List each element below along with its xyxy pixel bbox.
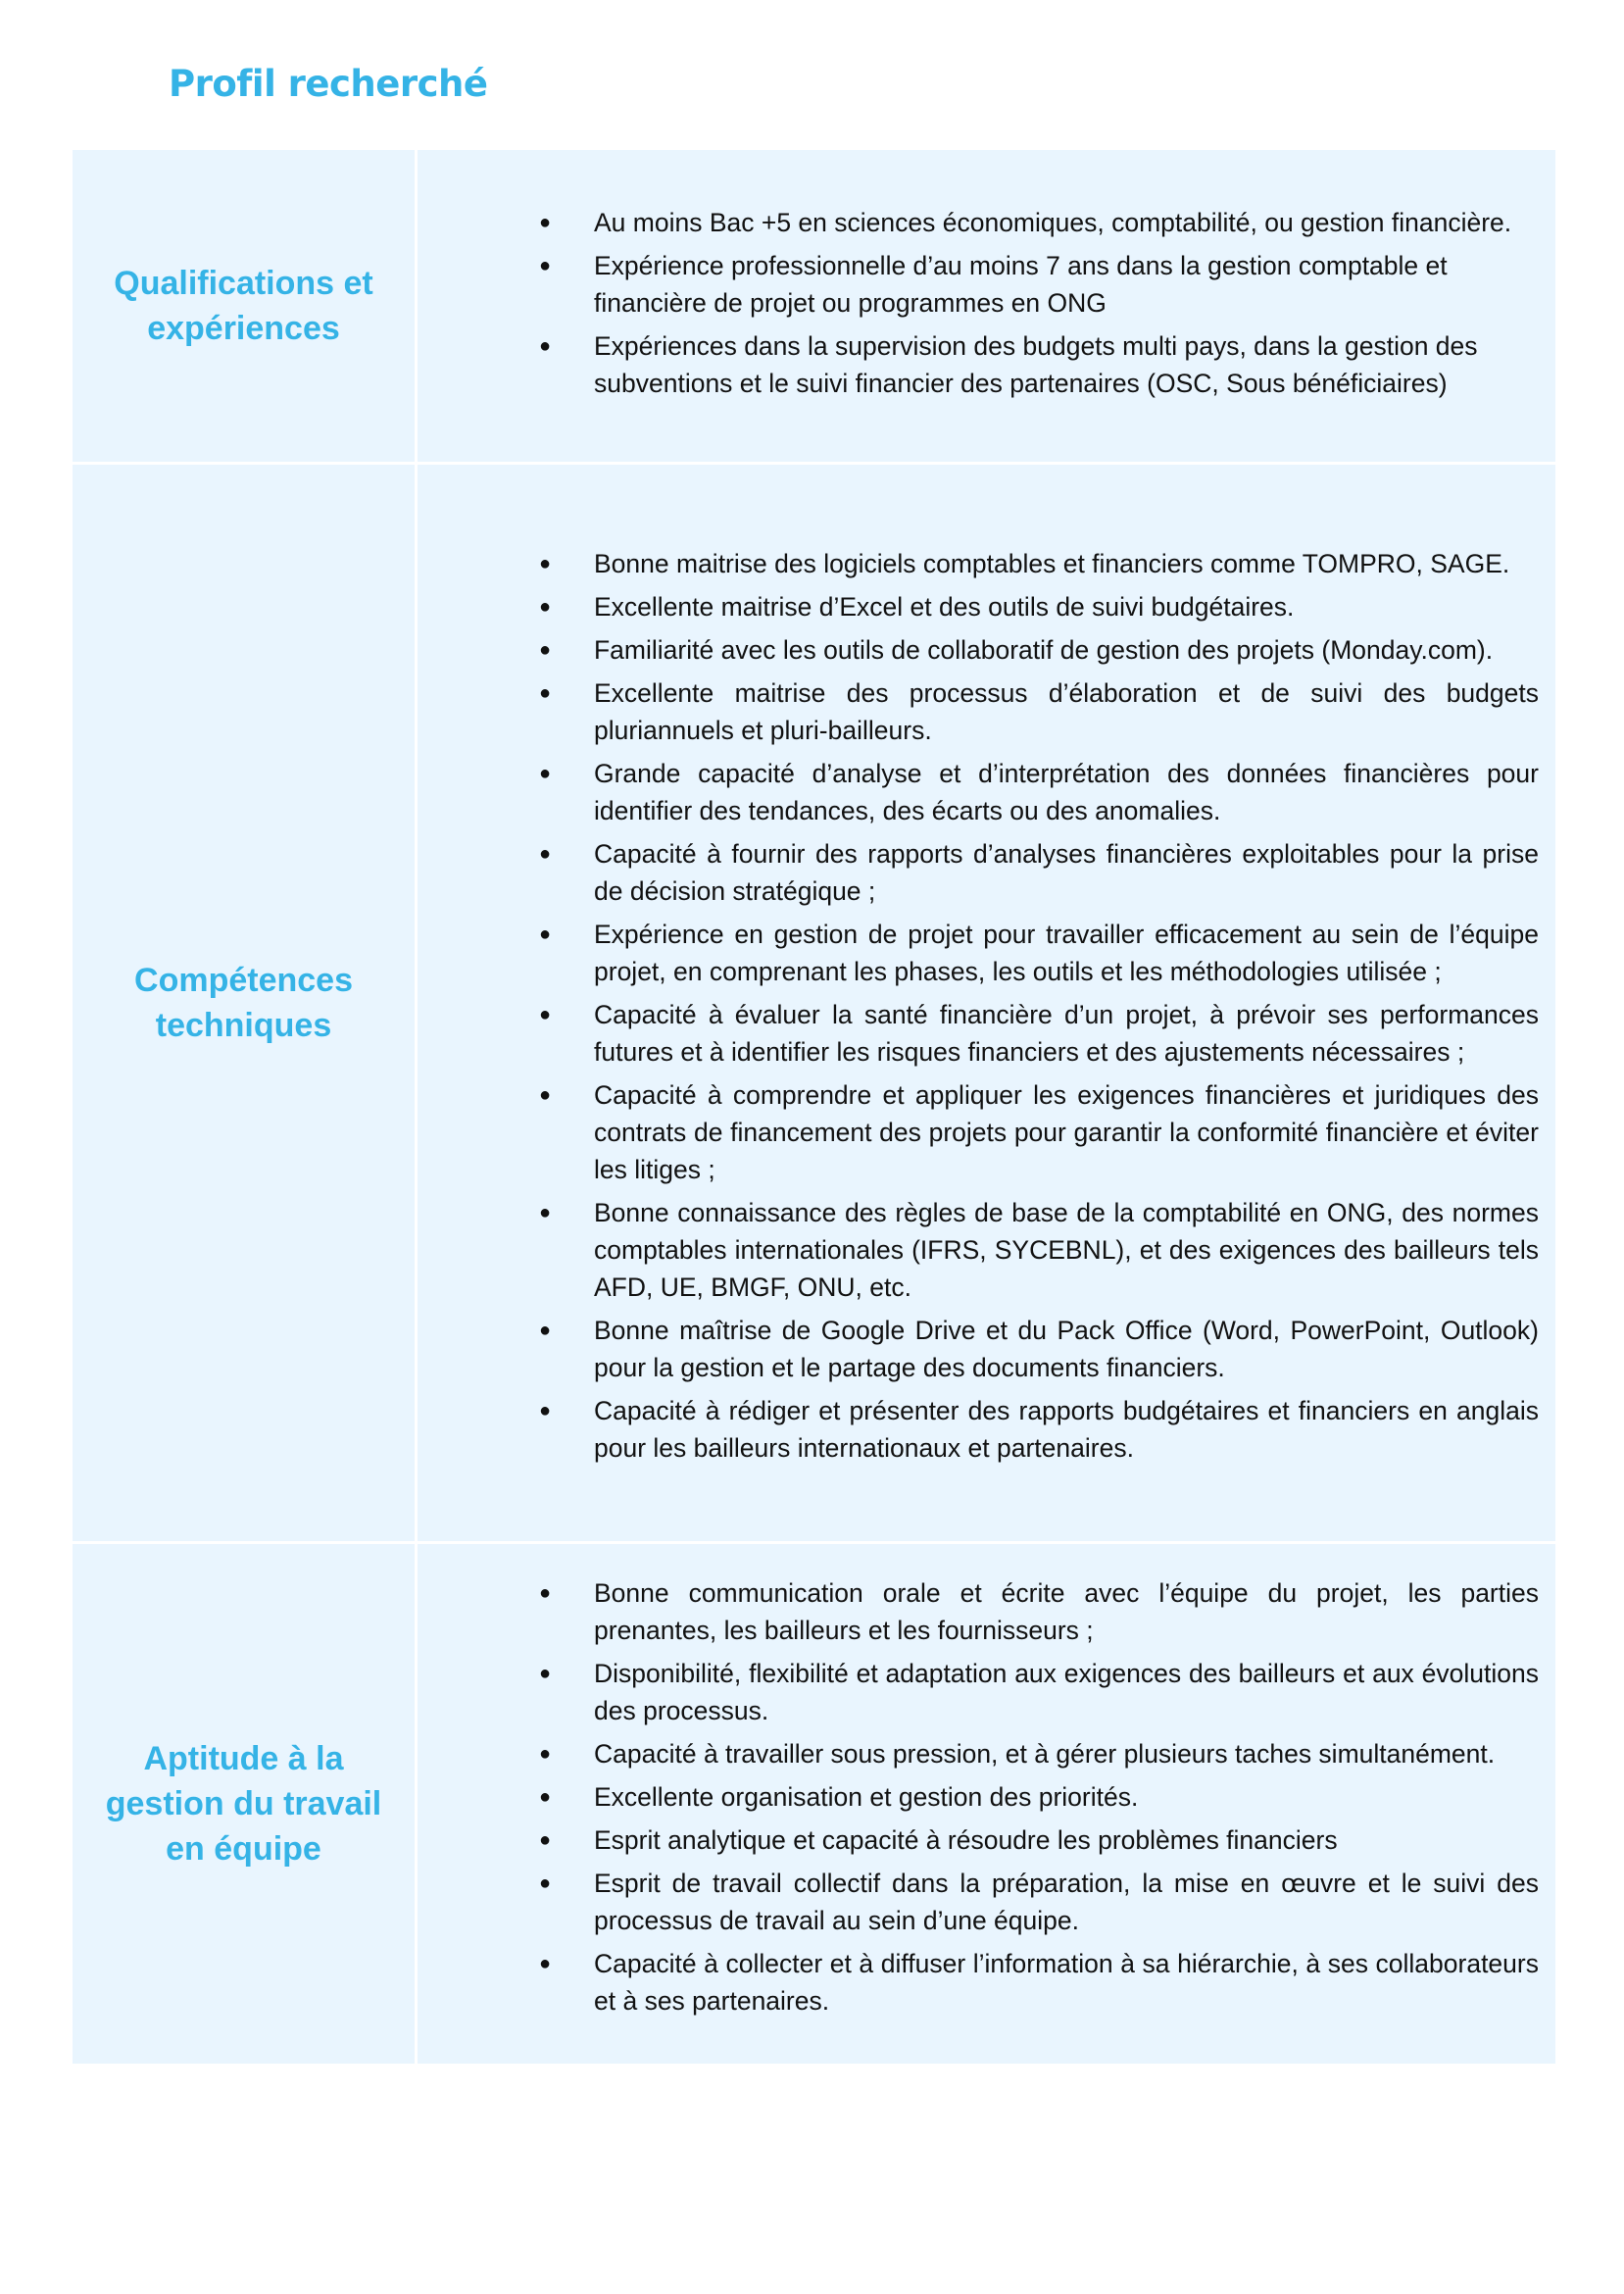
table-row-qualifications — [72, 149, 1557, 464]
bullet-list — [418, 1574, 1539, 2020]
list-item — [418, 1194, 1539, 1306]
bullet-icon: ● — [539, 923, 552, 945]
page-title: Profil recherché — [169, 63, 488, 105]
list-item — [418, 1076, 1539, 1188]
bullet-icon: ● — [539, 1743, 552, 1765]
list-item — [418, 1821, 1539, 1859]
section-label-cell — [72, 149, 417, 464]
list-item — [418, 755, 1539, 829]
list-item-text: Bonne maitrise des logiciels comptables et financiers comme TOMPRO, SAGE. — [594, 549, 1510, 578]
section-content-cell — [417, 464, 1557, 1543]
list-item — [418, 588, 1539, 625]
list-item-text: Capacité à évaluer la santé financière d’un projet, à prévoir ses performances futures et à identifier les risques financiers et des ajustements nécessaires ; — [594, 1000, 1539, 1067]
section-label: Compétences techniques — [134, 962, 353, 1044]
section-content-cell — [417, 1543, 1557, 2066]
bullet-icon: ● — [539, 682, 552, 704]
list-item-text: Capacité à fournir des rapports d’analyses financières exploitables pour la prise de décision stratégique ; — [594, 839, 1539, 906]
list-item — [418, 327, 1539, 402]
list-item-text: Au moins Bac +5 en sciences économiques, comptabilité, ou gestion financière. — [594, 208, 1512, 237]
list-item-text: Esprit analytique et capacité à résoudre les problèmes financiers — [594, 1825, 1338, 1855]
list-item — [418, 1392, 1539, 1467]
list-item-text: Esprit de travail collectif dans la préparation, la mise en œuvre et le suivi des processus de travail au sein d’une équipe. — [594, 1869, 1539, 1935]
list-item — [418, 916, 1539, 990]
list-item — [418, 204, 1539, 241]
section-content-cell — [417, 149, 1557, 464]
table-row-competences — [72, 464, 1557, 1543]
bullet-icon: ● — [539, 1202, 552, 1223]
list-item-text: Familiarité avec les outils de collaboratif de gestion des projets (Monday.com). — [594, 635, 1494, 665]
list-item — [418, 1574, 1539, 1649]
list-item-text: Bonne maîtrise de Google Drive et du Pack Office (Word, PowerPoint, Outlook) pour la gestion et le partage des documents financiers. — [594, 1316, 1539, 1382]
list-item — [418, 545, 1539, 582]
list-item — [418, 1655, 1539, 1729]
list-item — [418, 835, 1539, 910]
bullet-icon: ● — [539, 639, 552, 661]
list-item-text: Bonne communication orale et écrite avec l’équipe du projet, les parties prenantes, les bailleurs et les fournisseurs ; — [594, 1578, 1539, 1645]
list-item — [418, 1312, 1539, 1386]
list-item — [418, 1778, 1539, 1816]
bullet-icon: ● — [539, 1663, 552, 1684]
list-item-text: Capacité à collecter et à diffuser l’information à sa hiérarchie, à ses collaborateurs et à ses partenaires. — [594, 1949, 1539, 2016]
bullet-icon: ● — [539, 1582, 552, 1604]
bullet-icon: ● — [539, 335, 552, 357]
list-item-text: Disponibilité, flexibilité et adaptation aux exigences des bailleurs et aux évolutions des processus. — [594, 1659, 1539, 1725]
bullet-icon: ● — [539, 1004, 552, 1025]
list-item-text: Expérience professionnelle d’au moins 7 ans dans la gestion comptable et financière de projet ou programmes en ONG — [594, 251, 1448, 318]
section-label: Qualifications et expériences — [114, 265, 373, 347]
list-item-text: Capacité à rédiger et présenter des rapports budgétaires et financiers en anglais pour les bailleurs internationaux et partenaires. — [594, 1396, 1539, 1463]
list-item — [418, 1735, 1539, 1772]
bullet-list — [418, 545, 1539, 1467]
bullet-icon: ● — [539, 212, 552, 233]
list-item — [418, 631, 1539, 669]
list-item-text: Capacité à travailler sous pression, et à gérer plusieurs taches simultanément. — [594, 1739, 1496, 1769]
list-item — [418, 1865, 1539, 1939]
bullet-list — [418, 204, 1539, 402]
list-item-text: Excellente maitrise des processus d’élaboration et de suivi des budgets pluriannuels et pluri-bailleurs. — [594, 678, 1539, 745]
bullet-icon: ● — [539, 1829, 552, 1851]
list-item-text: Bonne connaissance des règles de base de la comptabilité en ONG, des normes comptables internationales (IFRS, SYCEBNL), et des exigences des bailleurs tels AFD, UE, BMGF, ONU, etc. — [594, 1198, 1539, 1302]
list-item-text: Capacité à comprendre et appliquer les exigences financières et juridiques des contrats de financement des projets pour garantir la conformité financière et éviter les litiges ; — [594, 1080, 1539, 1184]
list-item-text: Excellente organisation et gestion des priorités. — [594, 1782, 1139, 1812]
bullet-icon: ● — [539, 1872, 552, 1894]
section-label-cell — [72, 1543, 417, 2066]
list-item-text: Grande capacité d’analyse et d’interprétation des données financières pour identifier des tendances, des écarts ou des anomalies. — [594, 759, 1539, 825]
profile-table — [70, 147, 1558, 2067]
bullet-icon: ● — [539, 1320, 552, 1341]
bullet-icon: ● — [539, 553, 552, 574]
list-item — [418, 247, 1539, 322]
list-item — [418, 996, 1539, 1071]
bullet-icon: ● — [539, 763, 552, 784]
bullet-icon: ● — [539, 596, 552, 618]
list-item-text: Expérience en gestion de projet pour travailler efficacement au sein de l’équipe projet, en comprenant les phases, les outils et les méthodologies utilisée ; — [594, 920, 1539, 986]
table-row-aptitude — [72, 1543, 1557, 2066]
bullet-icon: ● — [539, 255, 552, 276]
list-item — [418, 1945, 1539, 2020]
bullet-icon: ● — [539, 843, 552, 865]
bullet-icon: ● — [539, 1953, 552, 1974]
section-label-cell — [72, 464, 417, 1543]
bullet-icon: ● — [539, 1400, 552, 1421]
bullet-icon: ● — [539, 1084, 552, 1106]
bullet-icon: ● — [539, 1786, 552, 1808]
list-item — [418, 674, 1539, 749]
section-label: Aptitude à la gestion du travail en équipe — [105, 1740, 382, 1868]
list-item-text: Expériences dans la supervision des budgets multi pays, dans la gestion des subventions et le suivi financier des partenaires (OSC, Sous bénéficiaires) — [594, 331, 1478, 398]
list-item-text: Excellente maitrise d’Excel et des outils de suivi budgétaires. — [594, 592, 1295, 622]
